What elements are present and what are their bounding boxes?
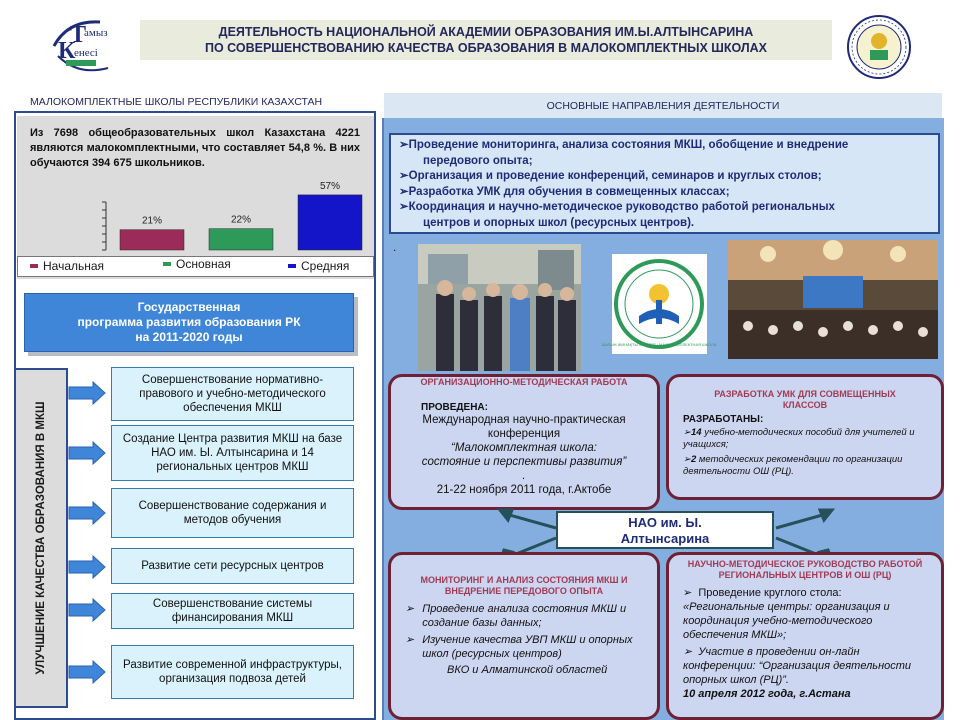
arrow-right-icon xyxy=(69,442,105,464)
legend-label-secondary: Средняя xyxy=(301,259,350,273)
legend-swatch-primary xyxy=(30,264,38,268)
umk-box xyxy=(666,374,944,500)
state-program-box xyxy=(24,293,354,352)
monitoring-item-2: ➢ Изучение качества УВП МКШ и опорных школ (ресурсных центров) xyxy=(405,634,633,660)
arrow-right-icon xyxy=(69,502,105,524)
small-school-emblem-icon xyxy=(601,254,717,354)
legend-item-secondary xyxy=(288,259,349,273)
hall-photo xyxy=(728,240,938,359)
direction-item-2: Создание Центра развития МКШ на базе НАО им. Ы. Алтынсарина и 14 региональных центров МКШ xyxy=(111,425,354,481)
umk-item-1: ➢14 учебно-методических пособий для учителей и учащихся; xyxy=(683,427,915,450)
direction-line-1: ➢Проведение мониторинга, анализа состояния МКШ, обобщение и внедрение xyxy=(399,139,849,151)
direction-item-3: Совершенствование содержания и методов обучения xyxy=(111,488,354,538)
page-title xyxy=(140,20,832,60)
direction-item-5: Совершенствование системы финансирования МКШ xyxy=(111,593,354,629)
legend-item-primary xyxy=(30,259,104,273)
stray-dot: . xyxy=(393,240,397,254)
org-method-sub: ПРОВЕДЕНА: xyxy=(421,402,488,413)
page-title-line2: ПО СОВЕРШЕНСТВОВАНИЮ КАЧЕСТВА ОБРАЗОВАНИЯ В МАЛОКОМПЛЕКТНЫХ ШКОЛАХ xyxy=(204,41,768,55)
direction-line-1b: передового опыта; xyxy=(423,154,533,167)
state-program-line1: Государственная xyxy=(137,300,241,314)
org-method-box xyxy=(388,374,660,510)
scientific-guidance-title: НАУЧНО-МЕТОДИЧЕСКОЕ РУКОВОДСТВО РАБОТОЙ РЕГИОНАЛЬНЫХ ЦЕНТРОВ И ОШ (РЦ) xyxy=(687,559,923,580)
tamyz-kenesi-logo xyxy=(48,16,128,78)
direction-line-4b: центров и опорных школ (ресурсных центров). xyxy=(423,216,695,229)
page-title-line1: ДЕЯТЕЛЬНОСТЬ НАЦИОНАЛЬНОЙ АКАДЕМИИ ОБРАЗОВАНИЯ ИМ.Ы.АЛТЫНСАРИНА xyxy=(218,25,754,39)
arrow-right-icon xyxy=(69,382,105,404)
left-section-heading: МАЛОКОМПЛЕКТНЫЕ ШКОЛЫ РЕСПУБЛИКИ КАЗАХСТАН xyxy=(30,96,323,108)
school-type-chart xyxy=(98,178,368,256)
scientific-guidance-box xyxy=(666,552,944,720)
guidance-item-2: ➢ Участие в проведении он-лайн конференции: “Организация деятельности опорных школ (РЦ)”. xyxy=(683,646,912,686)
legend-swatch-secondary xyxy=(288,264,296,268)
direction-item-1: Совершенствование нормативно-правового и учебно-методического обеспечения МКШ xyxy=(111,367,354,421)
arrow-right-icon xyxy=(69,661,105,683)
org-method-line3: 21-22 ноября 2011 года, г.Актобе xyxy=(436,484,612,496)
chart-bar-2 xyxy=(209,229,273,250)
academy-seal-icon xyxy=(846,14,912,80)
nao-line1: НАО им. Ы. xyxy=(628,515,702,530)
logo-letter-t: Т xyxy=(70,22,87,48)
chart-data-label-1: 21% xyxy=(141,215,163,227)
right-section-heading: ОСНОВНЫЕ НАПРАВЛЕНИЯ ДЕЯТЕЛЬНОСТИ xyxy=(384,93,942,119)
direction-line-3: ➢Разработка УМК для обучения в совмещенных классах; xyxy=(399,185,730,198)
chart-data-label-3: 57% xyxy=(319,180,341,192)
logo-text-1: амыз xyxy=(84,27,108,39)
umk-sub: РАЗРАБОТАНЫ: xyxy=(683,414,764,425)
logo-text-2: енесі xyxy=(74,47,98,59)
nao-center-box xyxy=(556,511,774,549)
legend-item-basic xyxy=(163,257,231,271)
chart-bar-3 xyxy=(298,195,362,250)
state-program-line3: на 2011-2020 годы xyxy=(135,330,243,344)
quality-improvement-label: УЛУЧШЕНИЕ КАЧЕСТВА ОБРАЗОВАНИЯ В МКШ xyxy=(35,401,47,675)
legend-label-basic: Основная xyxy=(176,257,231,271)
monitoring-title: МОНИТОРИНГ И АНАЛИЗ СОСТОЯНИЯ МКШ И ВНЕДРЕНИЕ ПЕРЕДОВОГО ОПЫТА xyxy=(420,575,628,596)
conference-photo xyxy=(418,244,581,371)
org-method-line1: Международная научно-практическая конференция xyxy=(422,414,626,440)
direction-item-6: Развитие современной инфраструктуры, организация подвоза детей xyxy=(111,645,354,699)
monitoring-item-1: ➢ Проведение анализа состояния МКШ и создание базы данных; xyxy=(405,603,627,629)
arrow-right-icon xyxy=(69,599,105,621)
direction-line-2: ➢Организация и проведение конференций, семинаров и круглых столов; xyxy=(399,170,822,182)
org-method-title: ОРГАНИЗАЦИОННО-МЕТОДИЧЕСКАЯ РАБОТА xyxy=(420,377,628,387)
emblem-text: ШАҒЫН ЖИНАҚТЫ МЕКТЕП · МАЛОКОМПЛЕКТНАЯ ШКОЛА xyxy=(601,342,717,347)
guidance-item-2b: 10 апреля 2012 года, г.Астана xyxy=(683,688,851,700)
logo-letter-k: К xyxy=(58,38,76,64)
chart-legend xyxy=(17,256,374,277)
directions-list xyxy=(389,133,940,234)
stats-text: Из 7698 общеобразовательных школ Казахстана 4221 являются малокомплектными, что составляет 54,8 %. В них обучаются 394 675 школьников. xyxy=(30,127,360,169)
legend-label-primary: Начальная xyxy=(43,259,105,273)
arrow-right-icon xyxy=(69,556,105,578)
org-method-line2: “Малокомплектная школа: состояние и перспективы развития” . xyxy=(421,442,627,482)
guidance-item-1b: «Региональные центры: организация и xyxy=(683,601,890,613)
chart-data-label-2: 22% xyxy=(230,214,252,226)
nao-line2: Алтынсарина xyxy=(620,531,710,546)
state-program-line2: программа развития образования РК xyxy=(77,315,301,329)
umk-title: РАЗРАБОТКА УМК ДЛЯ СОВМЕЩЕННЫХ КЛАССОВ xyxy=(714,389,896,410)
chart-bar-1 xyxy=(120,230,184,250)
monitoring-item-3: ВКО и Алматинской областей xyxy=(447,664,608,676)
guidance-item-1: ➢ Проведение круглого стола: xyxy=(683,587,842,599)
guidance-item-1c: координация учебно-методического обеспечения МКШ»; xyxy=(683,615,873,641)
direction-item-4: Развитие сети ресурсных центров xyxy=(111,548,354,584)
monitoring-box xyxy=(388,552,660,720)
umk-item-2: ➢2 методических рекомендации по организации деятельности ОШ (РЦ). xyxy=(683,454,903,477)
direction-line-4: ➢Координация и научно-методическое руководство работой региональных xyxy=(399,201,835,213)
quality-improvement-bar xyxy=(14,368,68,708)
legend-swatch-basic xyxy=(163,262,171,266)
